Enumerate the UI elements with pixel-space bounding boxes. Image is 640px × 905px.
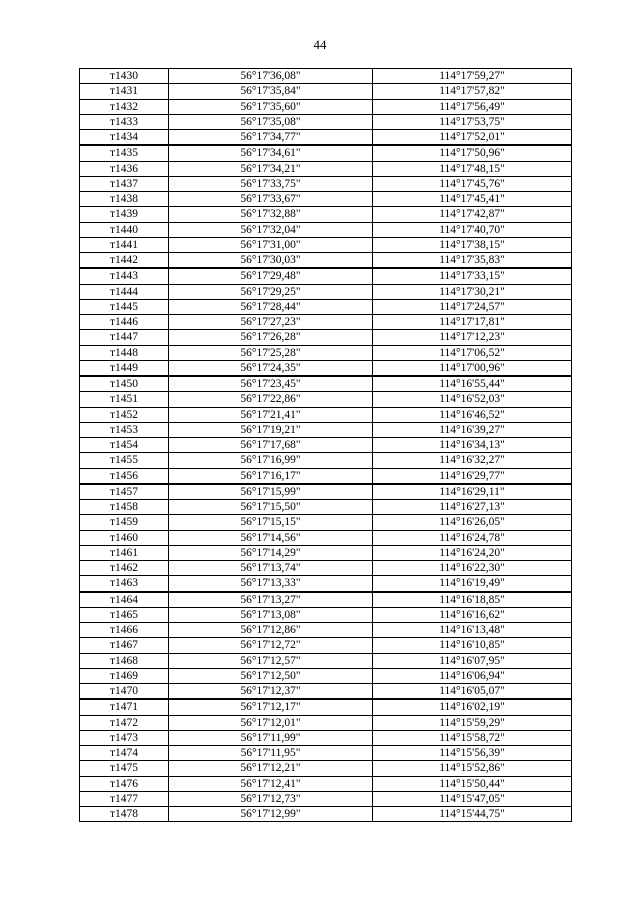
longitude-cell: 114°15'56,39" <box>373 746 572 761</box>
table-row <box>80 268 572 284</box>
longitude-cell: 114°16'10,85" <box>373 638 572 653</box>
latitude-cell: 56°17'27,23" <box>169 315 373 330</box>
longitude-cell: 114°16'52,03" <box>373 392 572 407</box>
longitude-cell: 114°16'46,52" <box>373 407 572 422</box>
latitude-cell: 56°17'12,17" <box>169 699 373 715</box>
latitude-cell: 56°17'35,08" <box>169 114 373 129</box>
longitude-cell: 114°15'47,05" <box>373 791 572 806</box>
table-row <box>80 237 572 252</box>
table-row <box>80 130 572 146</box>
latitude-cell: 56°17'16,99" <box>169 453 373 468</box>
latitude-cell: 56°17'34,21" <box>169 161 373 176</box>
point-id-cell: т1458 <box>80 500 169 515</box>
point-id-cell: т1432 <box>80 99 169 114</box>
point-id-cell: т1431 <box>80 84 169 99</box>
point-id-cell: т1442 <box>80 253 169 269</box>
latitude-cell: 56°17'12,86" <box>169 623 373 638</box>
point-id-cell: т1447 <box>80 330 169 345</box>
latitude-cell: 56°17'34,77" <box>169 130 373 146</box>
latitude-cell: 56°17'12,37" <box>169 684 373 700</box>
table-row <box>80 668 572 683</box>
point-id-cell: т1467 <box>80 638 169 653</box>
point-id-cell: т1452 <box>80 407 169 422</box>
latitude-cell: 56°17'28,44" <box>169 299 373 314</box>
latitude-cell: 56°17'12,41" <box>169 776 373 791</box>
latitude-cell: 56°17'29,25" <box>169 284 373 299</box>
table-row <box>80 253 572 269</box>
table-row <box>80 530 572 545</box>
latitude-cell: 56°17'12,50" <box>169 668 373 683</box>
latitude-cell: 56°17'25,28" <box>169 345 373 360</box>
table-row <box>80 453 572 468</box>
page-number: 44 <box>313 37 327 52</box>
latitude-cell: 56°17'12,01" <box>169 715 373 730</box>
table-row <box>80 684 572 700</box>
table-row <box>80 515 572 530</box>
latitude-cell: 56°17'22,86" <box>169 392 373 407</box>
latitude-cell: 56°17'11,99" <box>169 730 373 745</box>
table-row <box>80 715 572 730</box>
longitude-cell: 114°16'02,19" <box>373 699 572 715</box>
table-row <box>80 468 572 484</box>
longitude-cell: 114°16'24,20" <box>373 545 572 560</box>
latitude-cell: 56°17'15,50" <box>169 500 373 515</box>
table-row <box>80 730 572 745</box>
point-id-cell: т1440 <box>80 222 169 237</box>
longitude-cell: 114°16'29,77" <box>373 468 572 484</box>
point-id-cell: т1456 <box>80 468 169 484</box>
latitude-cell: 56°17'13,08" <box>169 607 373 622</box>
table-row <box>80 176 572 191</box>
longitude-cell: 114°17'48,15" <box>373 161 572 176</box>
longitude-cell: 114°17'45,76" <box>373 176 572 191</box>
table-row <box>80 284 572 299</box>
table-row <box>80 607 572 622</box>
table-row <box>80 791 572 806</box>
longitude-cell: 114°16'19,49" <box>373 576 572 592</box>
latitude-cell: 56°17'11,95" <box>169 746 373 761</box>
longitude-cell: 114°17'50,96" <box>373 145 572 161</box>
point-id-cell: т1453 <box>80 422 169 437</box>
table-row <box>80 438 572 453</box>
longitude-cell: 114°15'44,75" <box>373 807 572 822</box>
longitude-cell: 114°16'18,85" <box>373 592 572 608</box>
latitude-cell: 56°17'12,73" <box>169 791 373 806</box>
point-id-cell: т1465 <box>80 607 169 622</box>
table-row <box>80 315 572 330</box>
point-id-cell: т1471 <box>80 699 169 715</box>
table-row <box>80 699 572 715</box>
longitude-cell: 114°16'32,27" <box>373 453 572 468</box>
longitude-cell: 114°17'30,21" <box>373 284 572 299</box>
longitude-cell: 114°17'17,81" <box>373 315 572 330</box>
point-id-cell: т1462 <box>80 561 169 576</box>
point-id-cell: т1437 <box>80 176 169 191</box>
latitude-cell: 56°17'13,27" <box>169 592 373 608</box>
longitude-cell: 114°17'57,82" <box>373 84 572 99</box>
longitude-cell: 114°15'59,29" <box>373 715 572 730</box>
table-row <box>80 776 572 791</box>
point-id-cell: т1445 <box>80 299 169 314</box>
table-row <box>80 392 572 407</box>
point-id-cell: т1468 <box>80 653 169 668</box>
longitude-cell: 114°15'58,72" <box>373 730 572 745</box>
point-id-cell: т1457 <box>80 484 169 500</box>
latitude-cell: 56°17'30,03" <box>169 253 373 269</box>
longitude-cell: 114°17'38,15" <box>373 237 572 252</box>
latitude-cell: 56°17'35,60" <box>169 99 373 114</box>
latitude-cell: 56°17'35,84" <box>169 84 373 99</box>
table-row <box>80 422 572 437</box>
longitude-cell: 114°17'24,57" <box>373 299 572 314</box>
latitude-cell: 56°17'14,56" <box>169 530 373 545</box>
latitude-cell: 56°17'12,21" <box>169 761 373 776</box>
table-row <box>80 192 572 207</box>
point-id-cell: т1477 <box>80 791 169 806</box>
latitude-cell: 56°17'16,17" <box>169 468 373 484</box>
point-id-cell: т1470 <box>80 684 169 700</box>
latitude-cell: 56°17'23,45" <box>169 376 373 392</box>
point-id-cell: т1475 <box>80 761 169 776</box>
point-id-cell: т1446 <box>80 315 169 330</box>
table-row <box>80 407 572 422</box>
longitude-cell: 114°16'16,62" <box>373 607 572 622</box>
table-row <box>80 299 572 314</box>
longitude-cell: 114°16'22,30" <box>373 561 572 576</box>
longitude-cell: 114°15'52,86" <box>373 761 572 776</box>
latitude-cell: 56°17'33,67" <box>169 192 373 207</box>
coordinates-table-body <box>80 69 572 822</box>
longitude-cell: 114°17'45,41" <box>373 192 572 207</box>
latitude-cell: 56°17'15,15" <box>169 515 373 530</box>
table-row <box>80 360 572 376</box>
point-id-cell: т1459 <box>80 515 169 530</box>
point-id-cell: т1469 <box>80 668 169 683</box>
latitude-cell: 56°17'34,61" <box>169 145 373 161</box>
longitude-cell: 114°16'34,13" <box>373 438 572 453</box>
point-id-cell: т1435 <box>80 145 169 161</box>
point-id-cell: т1438 <box>80 192 169 207</box>
point-id-cell: т1464 <box>80 592 169 608</box>
point-id-cell: т1460 <box>80 530 169 545</box>
longitude-cell: 114°16'24,78" <box>373 530 572 545</box>
table-row <box>80 345 572 360</box>
coordinates-table <box>79 68 572 822</box>
point-id-cell: т1441 <box>80 237 169 252</box>
table-row <box>80 545 572 560</box>
point-id-cell: т1466 <box>80 623 169 638</box>
table-row <box>80 99 572 114</box>
longitude-cell: 114°17'52,01" <box>373 130 572 146</box>
longitude-cell: 114°17'53,75" <box>373 114 572 129</box>
point-id-cell: т1449 <box>80 360 169 376</box>
table-row <box>80 69 572 84</box>
point-id-cell: т1448 <box>80 345 169 360</box>
latitude-cell: 56°17'32,04" <box>169 222 373 237</box>
latitude-cell: 56°17'14,29" <box>169 545 373 560</box>
latitude-cell: 56°17'19,21" <box>169 422 373 437</box>
table-row <box>80 145 572 161</box>
latitude-cell: 56°17'24,35" <box>169 360 373 376</box>
longitude-cell: 114°17'06,52" <box>373 345 572 360</box>
longitude-cell: 114°17'35,83" <box>373 253 572 269</box>
longitude-cell: 114°16'07,95" <box>373 653 572 668</box>
longitude-cell: 114°17'56,49" <box>373 99 572 114</box>
point-id-cell: т1474 <box>80 746 169 761</box>
longitude-cell: 114°17'40,70" <box>373 222 572 237</box>
longitude-cell: 114°16'27,13" <box>373 500 572 515</box>
table-row <box>80 330 572 345</box>
latitude-cell: 56°17'26,28" <box>169 330 373 345</box>
longitude-cell: 114°16'05,07" <box>373 684 572 700</box>
table-row <box>80 500 572 515</box>
point-id-cell: т1472 <box>80 715 169 730</box>
longitude-cell: 114°16'39,27" <box>373 422 572 437</box>
table-row <box>80 592 572 608</box>
longitude-cell: 114°15'50,44" <box>373 776 572 791</box>
point-id-cell: т1430 <box>80 69 169 84</box>
table-row <box>80 484 572 500</box>
longitude-cell: 114°17'00,96" <box>373 360 572 376</box>
latitude-cell: 56°17'21,41" <box>169 407 373 422</box>
latitude-cell: 56°17'17,68" <box>169 438 373 453</box>
longitude-cell: 114°16'26,05" <box>373 515 572 530</box>
point-id-cell: т1463 <box>80 576 169 592</box>
point-id-cell: т1454 <box>80 438 169 453</box>
table-row <box>80 761 572 776</box>
table-row <box>80 561 572 576</box>
table-row <box>80 207 572 222</box>
table-row <box>80 161 572 176</box>
table-row <box>80 653 572 668</box>
point-id-cell: т1473 <box>80 730 169 745</box>
latitude-cell: 56°17'31,00" <box>169 237 373 252</box>
longitude-cell: 114°17'12,23" <box>373 330 572 345</box>
latitude-cell: 56°17'12,57" <box>169 653 373 668</box>
point-id-cell: т1433 <box>80 114 169 129</box>
table-row <box>80 638 572 653</box>
latitude-cell: 56°17'12,99" <box>169 807 373 822</box>
latitude-cell: 56°17'13,74" <box>169 561 373 576</box>
table-row <box>80 84 572 99</box>
point-id-cell: т1461 <box>80 545 169 560</box>
table-row <box>80 222 572 237</box>
table-row <box>80 746 572 761</box>
longitude-cell: 114°17'42,87" <box>373 207 572 222</box>
table-row <box>80 623 572 638</box>
point-id-cell: т1451 <box>80 392 169 407</box>
point-id-cell: т1436 <box>80 161 169 176</box>
latitude-cell: 56°17'36,08" <box>169 69 373 84</box>
latitude-cell: 56°17'12,72" <box>169 638 373 653</box>
latitude-cell: 56°17'15,99" <box>169 484 373 500</box>
longitude-cell: 114°16'13,48" <box>373 623 572 638</box>
table-row <box>80 576 572 592</box>
latitude-cell: 56°17'32,88" <box>169 207 373 222</box>
table-row <box>80 376 572 392</box>
longitude-cell: 114°16'55,44" <box>373 376 572 392</box>
point-id-cell: т1476 <box>80 776 169 791</box>
longitude-cell: 114°17'33,15" <box>373 268 572 284</box>
table-row <box>80 114 572 129</box>
point-id-cell: т1455 <box>80 453 169 468</box>
latitude-cell: 56°17'33,75" <box>169 176 373 191</box>
longitude-cell: 114°17'59,27" <box>373 69 572 84</box>
point-id-cell: т1450 <box>80 376 169 392</box>
latitude-cell: 56°17'13,33" <box>169 576 373 592</box>
longitude-cell: 114°16'29,11" <box>373 484 572 500</box>
point-id-cell: т1478 <box>80 807 169 822</box>
point-id-cell: т1434 <box>80 130 169 146</box>
latitude-cell: 56°17'29,48" <box>169 268 373 284</box>
point-id-cell: т1443 <box>80 268 169 284</box>
longitude-cell: 114°16'06,94" <box>373 668 572 683</box>
point-id-cell: т1439 <box>80 207 169 222</box>
table-row <box>80 807 572 822</box>
point-id-cell: т1444 <box>80 284 169 299</box>
